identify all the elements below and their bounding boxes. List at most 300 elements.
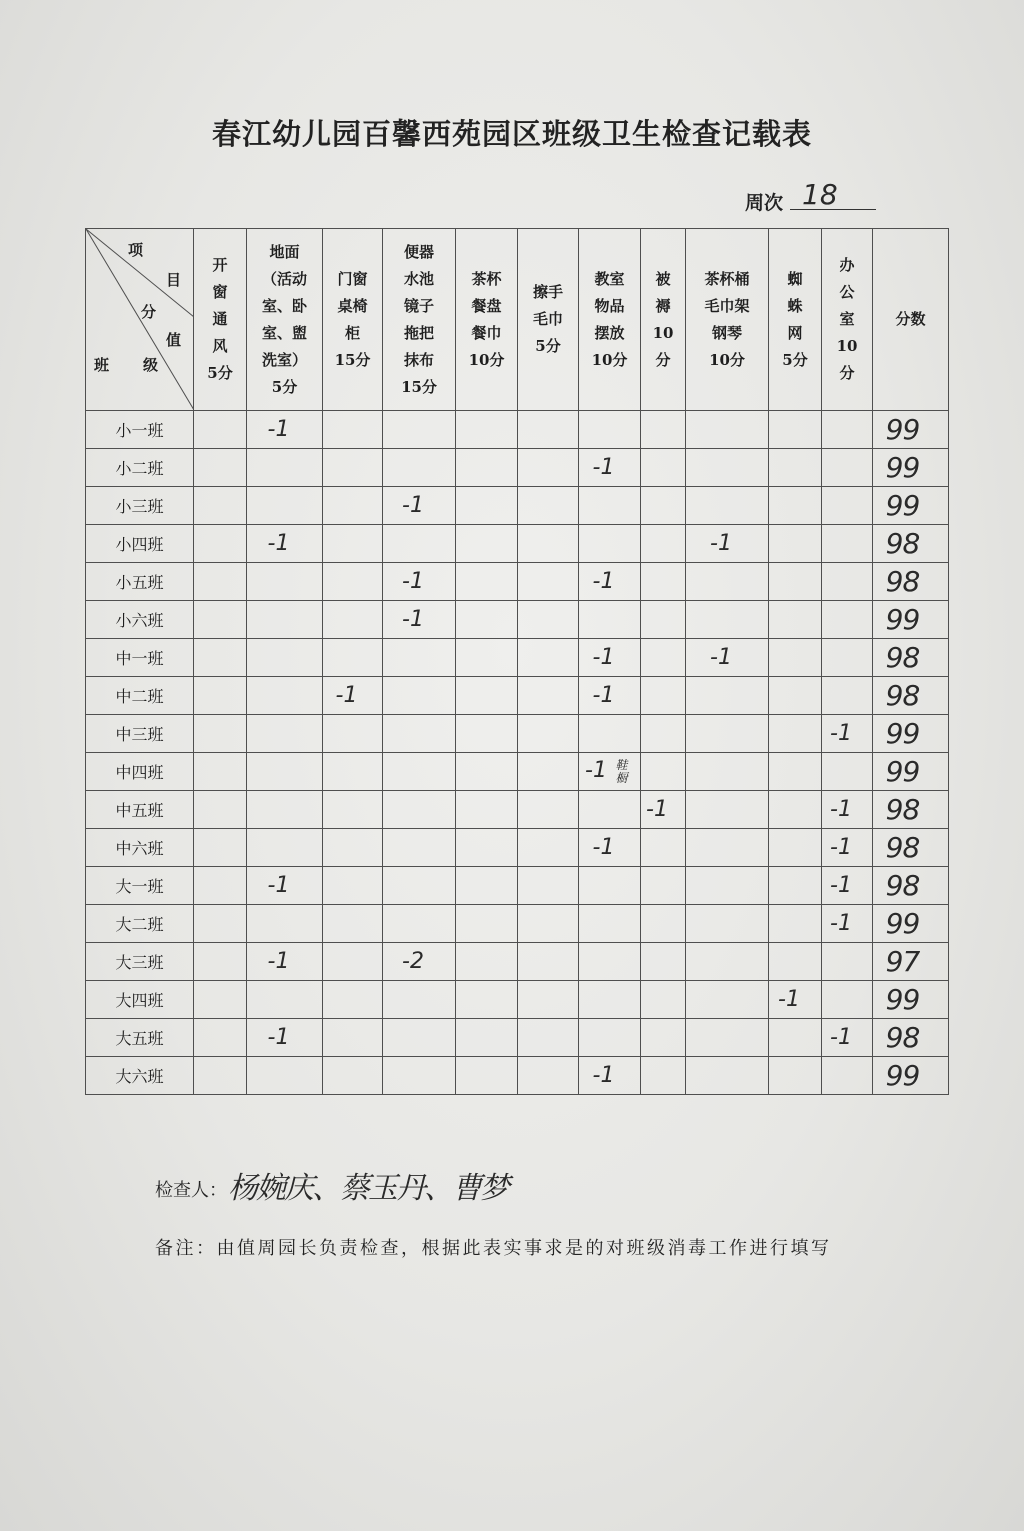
deduction-cell <box>456 981 518 1019</box>
deduction-cell <box>769 563 822 601</box>
deduction-cell <box>579 1057 641 1095</box>
deduction-cell <box>641 677 686 715</box>
class-name-cell: 大五班 <box>86 1019 194 1057</box>
deduction-cell <box>579 449 641 487</box>
deduction-cell <box>456 563 518 601</box>
class-name-cell: 小五班 <box>86 563 194 601</box>
header-line: 室、卧 <box>261 296 307 315</box>
inspector-signatures: 杨婉庆、蔡玉丹、曹梦 <box>228 1171 508 1206</box>
score-cell <box>873 943 949 981</box>
deduction-cell <box>518 563 579 601</box>
deduction-cell <box>769 1057 822 1095</box>
score-value: 98 <box>885 793 920 826</box>
corner-header-cell <box>86 229 194 411</box>
table-row <box>86 1057 949 1095</box>
deduction-cell <box>247 943 323 981</box>
deduction-cell <box>247 715 323 753</box>
deduction-cell <box>194 525 247 563</box>
deduction-cell <box>323 1057 383 1095</box>
deduction-cell <box>194 791 247 829</box>
deduction-cell <box>579 677 641 715</box>
deduction-mark: -1 <box>592 569 615 594</box>
deduction-cell <box>518 829 579 867</box>
deduction-cell <box>456 1019 518 1057</box>
deduction-cell <box>579 715 641 753</box>
deduction-cell <box>686 487 769 525</box>
table-row <box>86 715 949 753</box>
table-row <box>86 601 949 639</box>
deduction-cell <box>769 867 822 905</box>
header-line: 室 <box>839 310 855 328</box>
deduction-cell <box>456 525 518 563</box>
deduction-cell <box>383 981 456 1019</box>
deduction-cell <box>822 753 873 791</box>
header-line: 风 <box>212 337 228 355</box>
deduction-cell <box>383 753 456 791</box>
deduction-cell <box>383 677 456 715</box>
deduction-cell <box>769 1019 822 1057</box>
table-row <box>86 981 949 1019</box>
deduction-cell <box>194 753 247 791</box>
score-cell <box>873 1019 949 1057</box>
deduction-cell <box>686 1019 769 1057</box>
score-value: 99 <box>885 603 920 636</box>
deduction-mark: -1 <box>592 455 615 480</box>
deduction-cell <box>383 791 456 829</box>
deduction-cell <box>579 411 641 449</box>
deduction-cell <box>822 905 873 943</box>
deduction-cell <box>579 487 641 525</box>
header-cup-bucket-towel-rack-piano <box>686 229 769 411</box>
deduction-cell <box>686 829 769 867</box>
deduction-mark: -1 <box>830 1025 852 1050</box>
score-value: 98 <box>885 565 920 598</box>
deduction-cell <box>641 791 686 829</box>
header-cobwebs <box>769 229 822 411</box>
header-line: 门窗 <box>337 269 368 288</box>
deduction-mark: -1 <box>585 757 607 783</box>
deduction-cell <box>247 1057 323 1095</box>
deduction-cell <box>383 1019 456 1057</box>
deduction-cell <box>518 525 579 563</box>
deduction-cell <box>247 677 323 715</box>
deduction-cell <box>579 905 641 943</box>
deduction-cell <box>456 943 518 981</box>
class-name-cell: 小三班 <box>86 487 194 525</box>
deduction-mark: -1 <box>402 493 424 518</box>
score-value: 99 <box>885 983 920 1016</box>
table-row <box>86 943 949 981</box>
deduction-cell <box>456 905 518 943</box>
score-cell <box>873 639 949 677</box>
deduction-cell <box>769 829 822 867</box>
deduction-cell <box>518 943 579 981</box>
table-row <box>86 449 949 487</box>
deduction-cell <box>579 601 641 639</box>
deduction-cell <box>641 525 686 563</box>
deduction-cell <box>641 601 686 639</box>
header-hand-towels <box>518 229 579 411</box>
deduction-cell <box>579 753 641 791</box>
deduction-cell <box>383 829 456 867</box>
score-cell <box>873 563 949 601</box>
deduction-mark: -1 <box>267 873 290 898</box>
score-cell <box>873 601 949 639</box>
score-value: 98 <box>885 869 920 902</box>
deduction-cell <box>822 487 873 525</box>
deduction-mark: -1 <box>592 645 615 670</box>
table-row <box>86 753 949 791</box>
deduction-cell <box>247 905 323 943</box>
deduction-cell <box>194 449 247 487</box>
header-line: 柜 <box>344 323 360 342</box>
deduction-mark: -1 <box>830 721 852 746</box>
header-line: （活动 <box>261 269 307 288</box>
deduction-cell <box>194 487 247 525</box>
deduction-mark: -1 <box>402 607 424 632</box>
corner-class-label: 班 <box>94 356 110 374</box>
score-value: 99 <box>885 489 920 522</box>
deduction-mark: -1 <box>402 569 424 594</box>
deduction-cell <box>641 487 686 525</box>
deduction-cell <box>641 1019 686 1057</box>
deduction-cell <box>822 639 873 677</box>
deduction-cell <box>579 1019 641 1057</box>
deduction-cell <box>323 905 383 943</box>
deduction-cell <box>456 411 518 449</box>
deduction-cell <box>518 867 579 905</box>
deduction-mark: -1 <box>592 683 615 708</box>
header-line: 通 <box>212 310 228 328</box>
class-name-cell: 大四班 <box>86 981 194 1019</box>
deduction-mark: -2 <box>402 949 424 974</box>
deduction-cell <box>518 1019 579 1057</box>
week-label: 周次 <box>745 192 784 214</box>
deduction-cell <box>194 829 247 867</box>
corner-item-label: 项 <box>128 241 144 259</box>
deduction-cell <box>518 449 579 487</box>
deduction-cell <box>323 791 383 829</box>
header-points: 15分 <box>401 377 437 396</box>
score-cell <box>873 1057 949 1095</box>
deduction-cell <box>822 829 873 867</box>
score-value: 98 <box>885 831 920 864</box>
score-cell <box>873 487 949 525</box>
corner-item-label: 目 <box>166 271 182 289</box>
deduction-cell <box>769 905 822 943</box>
deduction-cell <box>822 791 873 829</box>
deduction-cell <box>579 563 641 601</box>
deduction-cell <box>579 943 641 981</box>
deduction-cell <box>686 449 769 487</box>
deduction-cell <box>822 943 873 981</box>
deduction-cell <box>323 715 383 753</box>
deduction-cell <box>456 753 518 791</box>
deduction-cell <box>641 1057 686 1095</box>
class-name-cell: 中二班 <box>86 677 194 715</box>
deduction-cell <box>323 867 383 905</box>
deduction-cell <box>383 411 456 449</box>
header-line: 茶杯 <box>471 269 502 288</box>
deduction-mark: -1 <box>778 987 800 1012</box>
table-row <box>86 487 949 525</box>
inspector-label: 检查人： <box>155 1180 227 1201</box>
header-line: 室、盥 <box>261 323 307 342</box>
deduction-cell <box>686 867 769 905</box>
deduction-cell <box>769 791 822 829</box>
deduction-cell <box>686 715 769 753</box>
header-line: 窗 <box>212 283 228 301</box>
deduction-cell <box>822 981 873 1019</box>
deduction-cell <box>247 981 323 1019</box>
deduction-cell <box>456 601 518 639</box>
deduction-cell <box>247 487 323 525</box>
class-name-cell: 大三班 <box>86 943 194 981</box>
deduction-cell <box>579 525 641 563</box>
page-title: 春江幼儿园百馨西苑园区班级卫生检查记载表 <box>211 117 812 151</box>
deduction-cell <box>456 449 518 487</box>
score-cell <box>873 981 949 1019</box>
deduction-cell <box>518 981 579 1019</box>
table-row <box>86 829 949 867</box>
deduction-cell <box>383 867 456 905</box>
deduction-mark: -1 <box>710 645 732 670</box>
deduction-cell <box>194 639 247 677</box>
deduction-cell <box>641 411 686 449</box>
deduction-cell <box>383 943 456 981</box>
deduction-cell <box>518 715 579 753</box>
score-cell <box>873 525 949 563</box>
deduction-cell <box>323 1019 383 1057</box>
header-line: 毛巾 <box>532 310 563 328</box>
week-number: 18 <box>802 178 838 211</box>
deduction-cell <box>822 411 873 449</box>
header-line: 摆放 <box>594 323 625 342</box>
deduction-cell <box>769 601 822 639</box>
score-value: 99 <box>885 717 920 750</box>
deduction-cell <box>769 525 822 563</box>
deduction-cell <box>579 639 641 677</box>
deduction-cell <box>456 1057 518 1095</box>
deduction-cell <box>323 601 383 639</box>
deduction-cell <box>383 563 456 601</box>
header-line: 毛巾架 <box>704 296 750 315</box>
header-points: 15分 <box>334 350 371 369</box>
score-cell <box>873 449 949 487</box>
header-line: 餐盘 <box>471 296 502 315</box>
score-value: 97 <box>885 945 920 978</box>
deduction-cell <box>383 715 456 753</box>
deduction-cell <box>686 791 769 829</box>
header-points: 10分 <box>591 350 628 369</box>
deduction-cell <box>641 905 686 943</box>
class-name-cell: 中六班 <box>86 829 194 867</box>
deduction-cell <box>822 677 873 715</box>
deduction-cell <box>769 981 822 1019</box>
score-value: 98 <box>885 679 920 712</box>
header-points: 5分 <box>782 350 808 369</box>
deduction-cell <box>579 791 641 829</box>
header-line: 洗室） <box>261 350 307 369</box>
header-points: 10分 <box>836 337 858 382</box>
score-cell <box>873 905 949 943</box>
deduction-cell <box>686 601 769 639</box>
header-line: 拖把 <box>403 323 434 342</box>
deduction-cell <box>247 753 323 791</box>
header-points: 5分 <box>207 364 233 382</box>
deduction-cell <box>323 677 383 715</box>
deduction-cell <box>323 525 383 563</box>
deduction-mark: -1 <box>592 835 615 860</box>
deduction-mark: -1 <box>830 835 852 860</box>
deduction-cell <box>641 449 686 487</box>
class-name-cell: 中三班 <box>86 715 194 753</box>
deduction-cell <box>383 639 456 677</box>
deduction-cell <box>822 449 873 487</box>
score-cell <box>873 753 949 791</box>
deduction-cell <box>247 525 323 563</box>
table-row <box>86 677 949 715</box>
deduction-cell <box>323 487 383 525</box>
deduction-cell <box>769 715 822 753</box>
header-cups-plates <box>456 229 518 411</box>
deduction-cell <box>769 753 822 791</box>
header-line: 便器 <box>403 242 434 261</box>
handwritten-note: 鞋橱 <box>615 758 628 786</box>
deduction-cell <box>518 487 579 525</box>
deduction-cell <box>194 1057 247 1095</box>
deduction-cell <box>686 981 769 1019</box>
deduction-cell <box>769 943 822 981</box>
deduction-cell <box>323 943 383 981</box>
corner-class-label: 级 <box>143 356 159 374</box>
score-value: 98 <box>885 1021 920 1054</box>
header-line: 公 <box>839 283 855 301</box>
deduction-cell <box>579 981 641 1019</box>
deduction-cell <box>686 639 769 677</box>
header-points: 5分 <box>271 377 298 396</box>
class-name-cell: 中四班 <box>86 753 194 791</box>
header-points: 10分 <box>468 350 505 369</box>
deduction-mark: -1 <box>592 1063 615 1088</box>
deduction-cell <box>518 601 579 639</box>
deduction-cell <box>383 905 456 943</box>
score-value: 98 <box>885 641 920 674</box>
deduction-cell <box>641 943 686 981</box>
score-value: 99 <box>885 451 920 484</box>
deduction-cell <box>383 601 456 639</box>
score-value: 99 <box>885 907 920 940</box>
deduction-cell <box>383 449 456 487</box>
deduction-cell <box>194 411 247 449</box>
class-name-cell: 大六班 <box>86 1057 194 1095</box>
deduction-cell <box>769 487 822 525</box>
header-line: 被 <box>655 269 671 288</box>
deduction-cell <box>456 677 518 715</box>
corner-points-label: 分 <box>141 303 157 321</box>
deduction-cell <box>194 1019 247 1057</box>
score-cell <box>873 411 949 449</box>
deduction-cell <box>194 563 247 601</box>
deduction-cell <box>686 411 769 449</box>
deduction-cell <box>686 905 769 943</box>
deduction-cell <box>641 867 686 905</box>
deduction-cell <box>686 943 769 981</box>
header-line: 桌椅 <box>337 296 368 315</box>
deduction-cell <box>822 715 873 753</box>
deduction-cell <box>641 715 686 753</box>
deduction-mark: -1 <box>830 873 852 898</box>
deduction-mark: -1 <box>646 797 668 822</box>
table-row <box>86 411 949 449</box>
deduction-cell <box>641 639 686 677</box>
header-points: 5分 <box>535 337 561 355</box>
deduction-cell <box>194 905 247 943</box>
deduction-cell <box>323 981 383 1019</box>
deduction-mark: -1 <box>830 797 852 822</box>
deduction-cell <box>323 449 383 487</box>
score-cell <box>873 829 949 867</box>
header-toilets-sinks <box>383 229 456 411</box>
header-line: 分数 <box>895 310 926 328</box>
deduction-mark: -1 <box>710 531 732 556</box>
deduction-cell <box>518 1057 579 1095</box>
deduction-cell <box>194 867 247 905</box>
deduction-cell <box>456 829 518 867</box>
deduction-mark: -1 <box>267 417 290 442</box>
deduction-cell <box>456 867 518 905</box>
class-name-cell: 大一班 <box>86 867 194 905</box>
class-name-cell: 中一班 <box>86 639 194 677</box>
header-office <box>822 229 873 411</box>
header-line: 擦手 <box>532 283 563 301</box>
header-line: 教室 <box>594 269 625 288</box>
deduction-cell <box>822 563 873 601</box>
deduction-cell <box>641 829 686 867</box>
deduction-cell <box>323 829 383 867</box>
deduction-cell <box>247 563 323 601</box>
header-line: 水池 <box>403 269 434 288</box>
deduction-cell <box>686 1057 769 1095</box>
deduction-cell <box>456 639 518 677</box>
deduction-cell <box>822 867 873 905</box>
deduction-cell <box>456 791 518 829</box>
deduction-cell <box>518 791 579 829</box>
score-value: 99 <box>885 1059 920 1092</box>
deduction-cell <box>456 487 518 525</box>
header-floor <box>247 229 323 411</box>
header-line: 镜子 <box>403 296 434 315</box>
class-name-cell: 小二班 <box>86 449 194 487</box>
deduction-cell <box>247 791 323 829</box>
deduction-cell <box>518 905 579 943</box>
header-bedding <box>641 229 686 411</box>
score-cell <box>873 791 949 829</box>
deduction-mark: -1 <box>267 1025 290 1050</box>
header-ventilation <box>194 229 247 411</box>
deduction-cell <box>247 411 323 449</box>
deduction-cell <box>518 639 579 677</box>
deduction-cell <box>247 639 323 677</box>
deduction-cell <box>641 981 686 1019</box>
deduction-cell <box>641 563 686 601</box>
deduction-cell <box>247 829 323 867</box>
header-line: 钢琴 <box>711 323 742 342</box>
table-row <box>86 1019 949 1057</box>
header-points: 10分 <box>709 350 745 369</box>
deduction-cell <box>194 677 247 715</box>
header-line: 开 <box>212 256 228 274</box>
